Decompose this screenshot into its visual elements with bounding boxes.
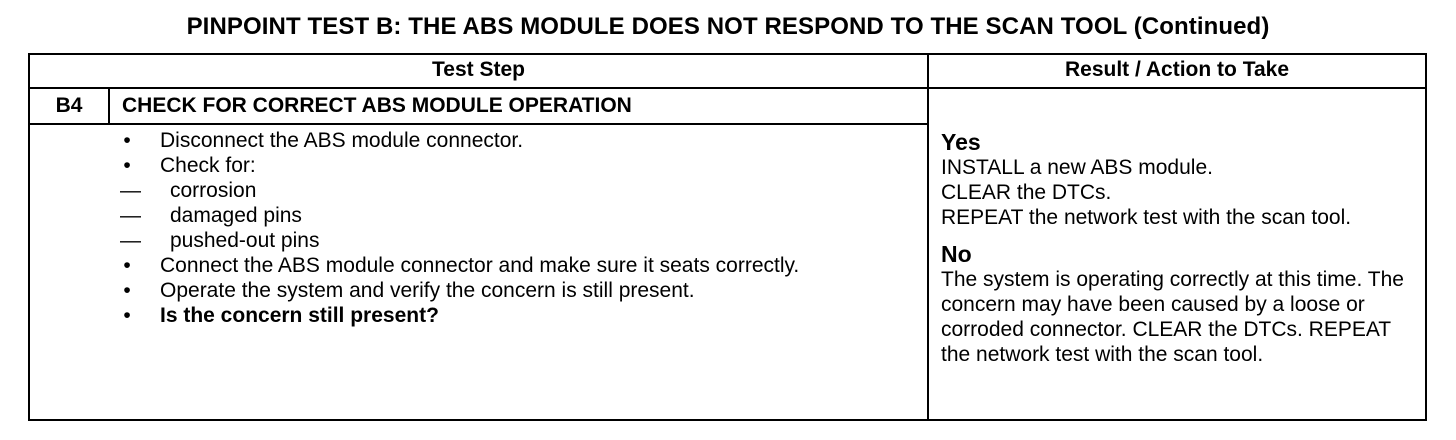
- step-number: B4: [55, 94, 83, 117]
- dash-icon: —: [120, 204, 141, 227]
- check-list-item: [120, 178, 910, 203]
- step-item-text: Check for:: [160, 154, 256, 177]
- step-item-text: Disconnect the ABS module connector.: [160, 129, 524, 152]
- result-line: REPEAT the network test with the scan tool.: [941, 206, 1352, 229]
- check-list-item-text: damaged pins: [170, 204, 302, 227]
- check-list-item-text: corrosion: [170, 179, 257, 202]
- step-item-text: Operate the system and verify the concern is still present.: [160, 279, 695, 302]
- bullet-icon: •: [123, 279, 131, 302]
- page-title: PINPOINT TEST B: THE ABS MODULE DOES NOT RESPOND TO THE SCAN TOOL (Continued): [186, 13, 1270, 40]
- step-title-divider: [28, 123, 928, 125]
- step-subitem-group: [120, 178, 910, 253]
- result-answer-yes: Yes: [941, 129, 981, 155]
- bullet-icon: •: [123, 304, 131, 327]
- check-list-item: [120, 228, 910, 253]
- result-yes: [941, 129, 1421, 230]
- step-item: [120, 303, 910, 328]
- check-list-item: [120, 203, 910, 228]
- step-item-text: Connect the ABS module connector and make sure it seats correctly.: [160, 254, 800, 277]
- step-title: CHECK FOR CORRECT ABS MODULE OPERATION: [122, 94, 632, 117]
- step-question: Is the concern still present?: [160, 304, 439, 327]
- result-line: INSTALL a new ABS module.: [941, 156, 1213, 179]
- check-list: [120, 178, 910, 253]
- step-item: [120, 253, 860, 278]
- check-list-item-text: pushed-out pins: [170, 229, 320, 252]
- step-instructions: [120, 128, 910, 328]
- step-item: [120, 128, 910, 153]
- result-line: The system is operating correctly at this time. The concern may have been caused by a loose or corroded connector. CLEAR the DTCs. REPEAT the network test with the scan tool.: [941, 268, 1404, 366]
- result-answer-no: No: [941, 241, 972, 267]
- result-no: [941, 241, 1421, 367]
- header-test-step: Test Step: [432, 58, 525, 81]
- step-item: [120, 153, 910, 178]
- bullet-icon: •: [123, 129, 131, 152]
- header-divider: [28, 87, 1427, 89]
- result-line: CLEAR the DTCs.: [941, 181, 1112, 204]
- step-number-divider: [108, 88, 110, 124]
- dash-icon: —: [120, 179, 141, 202]
- column-divider: [927, 53, 929, 421]
- step-item: [120, 278, 910, 303]
- dash-icon: —: [120, 229, 141, 252]
- bullet-icon: •: [123, 154, 131, 177]
- header-result-action: Result / Action to Take: [1064, 58, 1290, 81]
- bullet-icon: •: [123, 254, 131, 277]
- result-action-cell: [941, 129, 1421, 367]
